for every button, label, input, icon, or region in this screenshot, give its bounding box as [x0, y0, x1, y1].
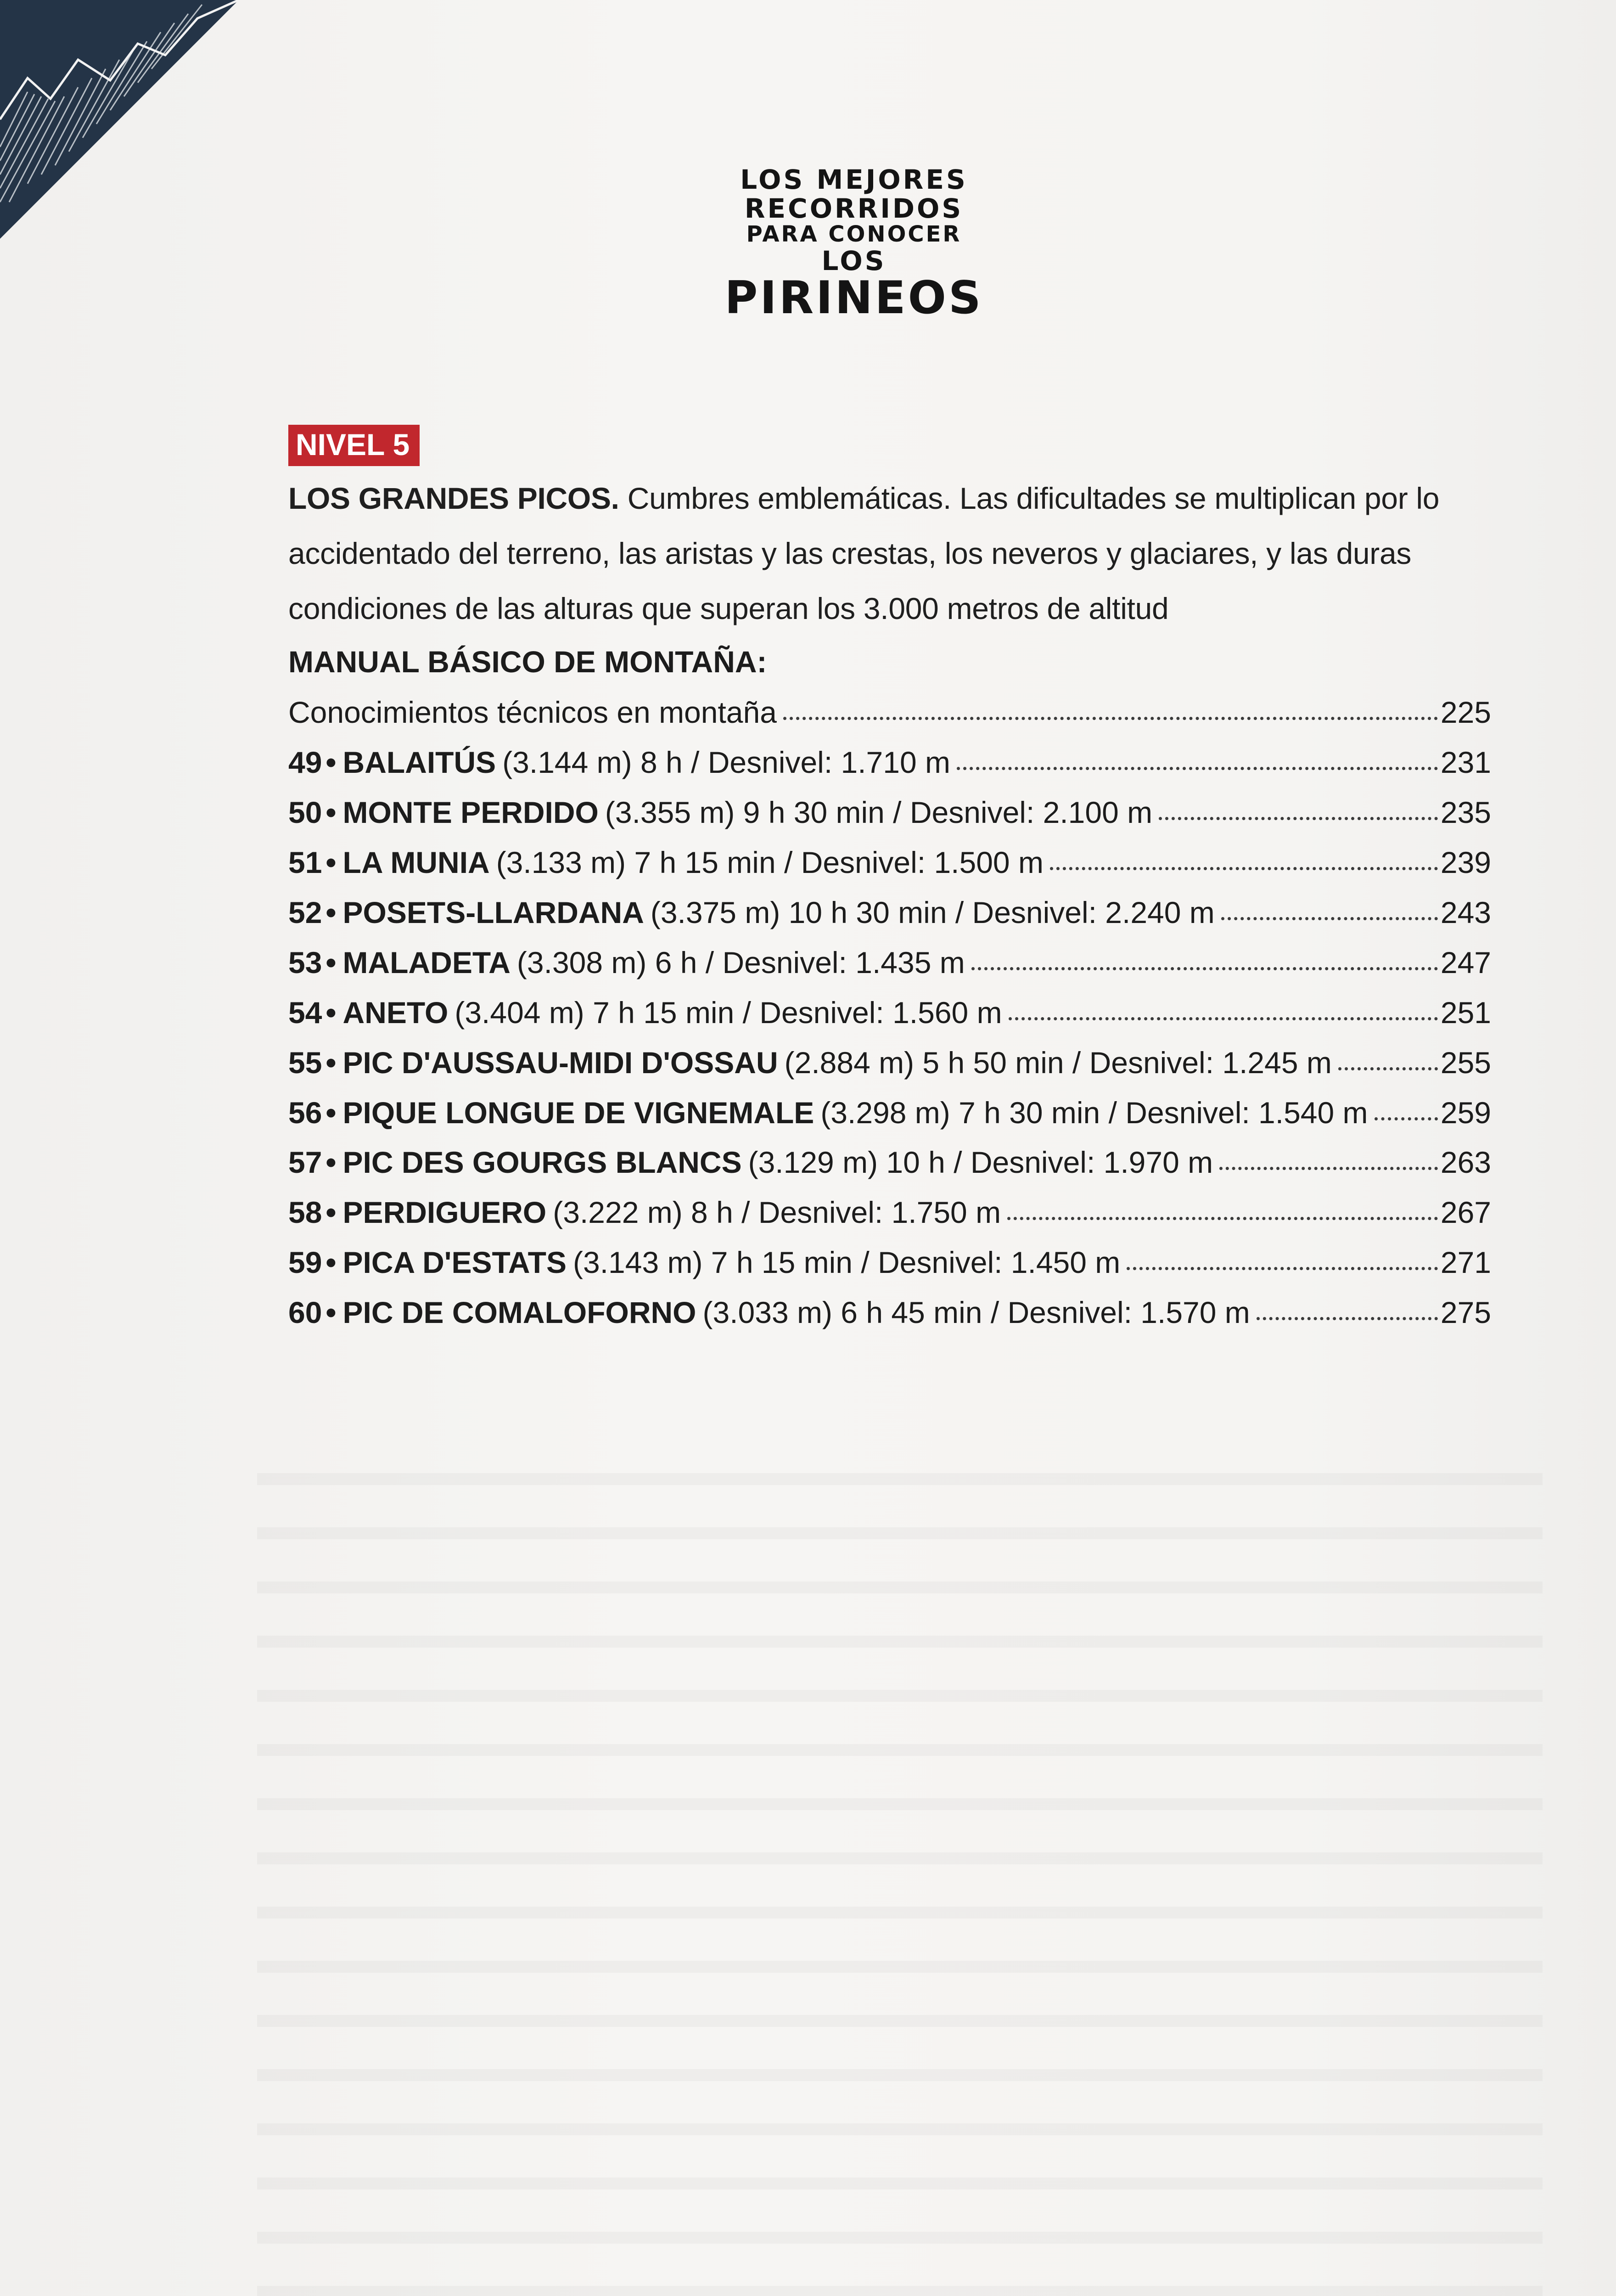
route-page: 255 [1440, 1045, 1491, 1080]
toc-entry-route[interactable] [288, 938, 1491, 988]
route-name: LA MUNIA [342, 845, 490, 880]
route-page: 251 [1440, 995, 1491, 1030]
route-page: 239 [1440, 845, 1491, 880]
book-logo [707, 164, 1001, 324]
bullet-dot: • [325, 945, 337, 979]
toc-entry-route[interactable] [288, 988, 1491, 1038]
bullet-dot: • [325, 795, 337, 830]
level-intro [288, 471, 1491, 636]
route-name: PIC DES GOURGS BLANCS [342, 1145, 742, 1180]
toc-entry-page: 225 [1440, 695, 1491, 730]
route-number: 50 [288, 795, 322, 830]
bullet-dot: • [325, 1045, 337, 1080]
route-name: MALADETA [342, 945, 511, 979]
route-page: 235 [1440, 795, 1491, 830]
toc-entry-route[interactable] [288, 1137, 1491, 1187]
dot-leader [1007, 1217, 1438, 1220]
dot-leader [971, 967, 1438, 970]
route-name: PICA D'ESTATS [342, 1245, 567, 1280]
logo-line-1: LOS MEJORES [740, 164, 968, 195]
dot-leader [783, 717, 1438, 720]
route-details: (3.404 m) 7 h 15 min / Desnivel: 1.560 m [454, 995, 1002, 1030]
route-page: 275 [1440, 1295, 1491, 1330]
dot-leader [1050, 867, 1438, 870]
logo-line-3: PARA CONOCER [746, 221, 962, 248]
route-page: 247 [1440, 945, 1491, 979]
bullet-dot: • [325, 1195, 337, 1230]
route-number: 60 [288, 1295, 322, 1330]
route-name: MONTE PERDIDO [342, 795, 599, 830]
route-number: 59 [288, 1245, 322, 1280]
route-details: (3.355 m) 9 h 30 min / Desnivel: 2.100 m [605, 795, 1153, 830]
bullet-dot: • [325, 845, 337, 880]
route-details: (3.144 m) 8 h / Desnivel: 1.710 m [502, 745, 950, 780]
dot-leader [1219, 1167, 1438, 1170]
route-number: 52 [288, 895, 322, 929]
route-name: PIQUE LONGUE DE VIGNEMALE [342, 1095, 814, 1130]
show-through-texture [257, 1446, 1543, 2296]
dot-leader [1338, 1067, 1438, 1070]
dot-leader [1159, 817, 1438, 820]
dot-leader [1257, 1317, 1438, 1320]
route-name: POSETS-LLARDANA [342, 895, 644, 929]
toc-entry-route[interactable] [288, 838, 1491, 888]
route-details: (3.033 m) 6 h 45 min / Desnivel: 1.570 m [702, 1295, 1250, 1330]
route-number: 55 [288, 1045, 322, 1080]
route-page: 271 [1440, 1245, 1491, 1280]
toc-entry-route[interactable] [288, 1187, 1491, 1238]
dot-leader [1221, 917, 1438, 920]
toc-entry-route[interactable] [288, 1288, 1491, 1338]
route-number: 57 [288, 1145, 322, 1180]
toc-entry-route[interactable] [288, 788, 1491, 838]
toc-entry-manual[interactable] [288, 687, 1491, 737]
route-name: PIC D'AUSSAU-MIDI D'OSSAU [342, 1045, 778, 1080]
bullet-dot: • [325, 1095, 337, 1130]
manual-title: MANUAL BÁSICO DE MONTAÑA: [288, 645, 767, 679]
route-number: 54 [288, 995, 322, 1030]
dot-leader [1375, 1117, 1438, 1120]
route-page: 231 [1440, 745, 1491, 780]
route-name: BALAITÚS [342, 745, 496, 780]
logo-line-2: RECORRIDOS [744, 192, 964, 224]
route-details: (3.298 m) 7 h 30 min / Desnivel: 1.540 m [820, 1095, 1368, 1130]
route-details: (3.308 m) 6 h / Desnivel: 1.435 m [516, 945, 965, 979]
bullet-dot: • [325, 745, 337, 780]
route-number: 58 [288, 1195, 322, 1230]
route-page: 267 [1440, 1195, 1491, 1230]
route-details: (2.884 m) 5 h 50 min / Desnivel: 1.245 m [784, 1045, 1332, 1080]
toc-entry-text: Conocimientos técnicos en montaña [288, 695, 777, 730]
level-title: LOS GRANDES PICOS. [288, 481, 619, 515]
route-number: 51 [288, 845, 322, 880]
bullet-dot: • [325, 895, 337, 929]
logo-line-5: PIRINEOS [724, 271, 983, 324]
dot-leader [1009, 1017, 1438, 1020]
route-list [288, 737, 1491, 1338]
dot-leader [1127, 1267, 1438, 1270]
toc-list [288, 687, 1491, 737]
route-name: PIC DE COMALOFORNO [342, 1295, 696, 1330]
bullet-dot: • [325, 995, 337, 1030]
route-details: (3.222 m) 8 h / Desnivel: 1.750 m [553, 1195, 1001, 1230]
bullet-dot: • [325, 1245, 337, 1280]
route-number: 56 [288, 1095, 322, 1130]
route-name: ANETO [342, 995, 449, 1030]
route-details: (3.375 m) 10 h 30 min / Desnivel: 2.240 m [650, 895, 1215, 929]
table-of-contents [288, 425, 1491, 1338]
logo-line-4: LOS [821, 245, 887, 277]
toc-entry-route[interactable] [288, 888, 1491, 938]
route-page: 243 [1440, 895, 1491, 929]
bullet-dot: • [325, 1145, 337, 1180]
route-page: 259 [1440, 1095, 1491, 1130]
level-badge: NIVEL 5 [288, 425, 420, 466]
route-number: 53 [288, 945, 322, 979]
route-number: 49 [288, 745, 322, 780]
route-details: (3.133 m) 7 h 15 min / Desnivel: 1.500 m [496, 845, 1044, 880]
route-details: (3.129 m) 10 h / Desnivel: 1.970 m [748, 1145, 1213, 1180]
bullet-dot: • [325, 1295, 337, 1330]
level-description: Cumbres emblemáticas. Las dificultades se multiplican por lo accidentado del terreno, las aristas y las crestas, los neveros y glaciares, y las duras condiciones de las alturas que superan los 3.000 metros de altitud [288, 481, 1440, 626]
route-name: PERDIGUERO [342, 1195, 547, 1230]
toc-entry-route[interactable] [288, 737, 1491, 788]
mountain-pattern-corner-icon [0, 0, 239, 239]
dot-leader [957, 767, 1438, 770]
route-page: 263 [1440, 1145, 1491, 1180]
toc-entry-route[interactable] [288, 1088, 1491, 1138]
toc-entry-route[interactable] [288, 1038, 1491, 1088]
route-details: (3.143 m) 7 h 15 min / Desnivel: 1.450 m [573, 1245, 1121, 1280]
toc-entry-route[interactable] [288, 1238, 1491, 1288]
